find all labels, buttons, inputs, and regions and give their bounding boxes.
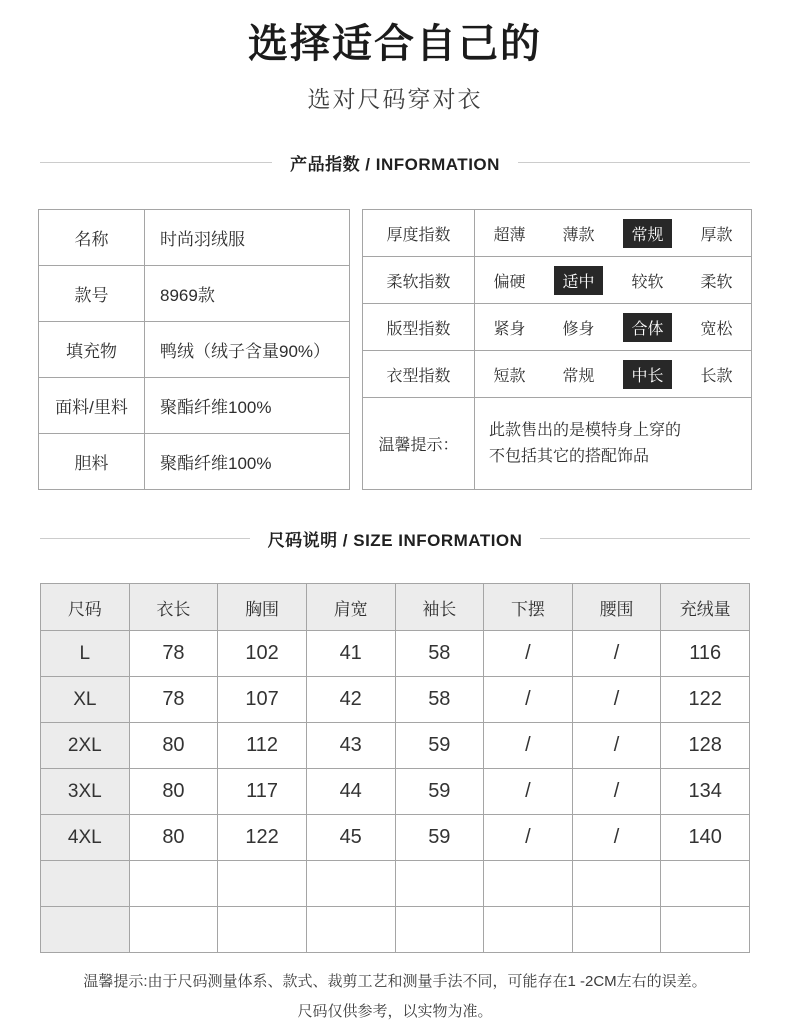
index-options [475,304,752,351]
warm-tip-line1: 此款售出的是模特身上穿的 [489,421,682,439]
measure-cell [661,907,750,953]
measure-cell: 44 [306,769,395,815]
option-selected: 常规 [613,219,682,248]
size-cell [41,861,130,907]
measure-cell: 128 [661,723,750,769]
column-header: 充绒量 [661,584,750,631]
option: 薄款 [562,226,595,244]
section-header-size-info [0,526,790,551]
measure-cell [572,861,661,907]
measure-cell: 78 [129,677,218,723]
index-row-length [363,351,752,398]
size-cell [41,907,130,953]
column-header: 腰围 [572,584,661,631]
measure-cell: / [484,815,573,861]
measure-cell [484,907,573,953]
table-row [39,434,350,490]
section-header-product-info [0,150,790,175]
measure-cell: 117 [218,769,307,815]
measure-cell [129,907,218,953]
index-label: 厚度指数 [363,210,475,257]
measure-cell: 122 [218,815,307,861]
table-row [39,378,350,434]
measure-cell: / [572,769,661,815]
size-cell: 3XL [41,769,130,815]
measure-cell: 59 [395,769,484,815]
option-selected: 合体 [613,313,682,342]
divider-line [40,162,272,163]
table-row [41,631,750,677]
attribute-label: 胆料 [39,434,145,490]
table-row [41,815,750,861]
measure-cell: 58 [395,631,484,677]
size-cell: 2XL [41,723,130,769]
product-size-info-page [0,12,790,1020]
measure-cell: / [484,631,573,677]
option: 超薄 [493,226,526,244]
measure-cell: 59 [395,815,484,861]
attribute-value: 聚酯纤维100% [145,378,350,434]
attribute-label: 款号 [39,266,145,322]
attribute-value: 时尚羽绒服 [145,210,350,266]
index-label: 衣型指数 [363,351,475,398]
column-header: 衣长 [129,584,218,631]
option: 较软 [631,273,664,291]
section-label-size-info: 尺码说明 / SIZE INFORMATION [267,531,523,550]
measure-cell: 59 [395,723,484,769]
option: 偏硬 [493,273,526,291]
option: 宽松 [700,320,733,338]
index-row-fit [363,304,752,351]
measure-cell [306,907,395,953]
measure-cell: 80 [129,723,218,769]
measure-cell: 41 [306,631,395,677]
measure-cell: 116 [661,631,750,677]
attribute-value: 8969款 [145,266,350,322]
measure-cell: 42 [306,677,395,723]
table-row-empty [41,861,750,907]
size-chart-table [40,583,750,953]
footer-note-line2: 尺码仅供参考，以实物为准。 [297,1003,493,1020]
measure-cell [218,907,307,953]
column-header: 下摆 [484,584,573,631]
warm-tip-row [363,398,752,490]
column-header: 胸围 [218,584,307,631]
table-row [41,677,750,723]
footer-note-line1: 温馨提示:由于尺码测量体系、款式、裁剪工艺和测量手法不同，可能存在1 -2CM左右的误差。 [83,973,707,990]
section-label-product-info: 产品指数 / INFORMATION [290,155,500,174]
measure-cell [395,907,484,953]
option-selected: 中长 [613,360,682,389]
option: 厚款 [700,226,733,244]
size-cell: 4XL [41,815,130,861]
page-title: 选择适合自己的 [248,22,542,66]
measure-cell: 140 [661,815,750,861]
warm-tip-label: 温馨提示： [363,398,475,490]
measure-cell: 43 [306,723,395,769]
option: 柔软 [700,273,733,291]
option: 长款 [700,367,733,385]
measure-cell: 78 [129,631,218,677]
table-row [41,723,750,769]
table-row [39,322,350,378]
table-row [39,210,350,266]
divider-line [518,162,750,163]
table-row [41,769,750,815]
measure-cell: 134 [661,769,750,815]
measure-cell [661,861,750,907]
index-options [475,351,752,398]
option-selected: 适中 [544,266,613,295]
index-label: 柔软指数 [363,257,475,304]
index-options [475,257,752,304]
attribute-value: 聚酯纤维100% [145,434,350,490]
option: 短款 [493,367,526,385]
measure-cell: 80 [129,815,218,861]
measure-cell: 58 [395,677,484,723]
page-subtitle: 选对尺码穿对衣 [307,86,483,112]
attribute-label: 名称 [39,210,145,266]
measure-cell: / [572,723,661,769]
measure-cell: 122 [661,677,750,723]
table-row-empty [41,907,750,953]
measure-cell: 112 [218,723,307,769]
index-options [475,210,752,257]
size-cell: L [41,631,130,677]
measure-cell: / [572,815,661,861]
measure-cell: 45 [306,815,395,861]
size-cell: XL [41,677,130,723]
product-index-table [362,209,752,490]
option: 修身 [562,320,595,338]
measure-cell [306,861,395,907]
measure-cell: / [572,677,661,723]
table-row [39,266,350,322]
index-label: 版型指数 [363,304,475,351]
size-chart-header-row [41,584,750,631]
measure-cell: / [484,677,573,723]
option: 常规 [562,367,595,385]
attribute-value: 鸭绒（绒子含量90%） [145,322,350,378]
measure-cell [129,861,218,907]
attribute-label: 填充物 [39,322,145,378]
column-header: 袖长 [395,584,484,631]
measure-cell: / [484,769,573,815]
measure-cell [484,861,573,907]
option: 紧身 [493,320,526,338]
product-attributes-table [38,209,350,490]
warm-tip-content [475,398,752,490]
measure-cell [218,861,307,907]
product-info-area [0,209,790,490]
measure-cell [572,907,661,953]
measure-cell: 107 [218,677,307,723]
divider-line [40,538,250,539]
attribute-label: 面料/里料 [39,378,145,434]
measure-cell: 80 [129,769,218,815]
column-header: 肩宽 [306,584,395,631]
index-row-thickness [363,210,752,257]
measure-cell: / [572,631,661,677]
warm-tip-line2: 不包括其它的搭配饰品 [489,447,650,465]
index-row-softness [363,257,752,304]
measure-cell [395,861,484,907]
divider-line [540,538,750,539]
measure-cell: 102 [218,631,307,677]
column-header: 尺码 [41,584,130,631]
measure-cell: / [484,723,573,769]
